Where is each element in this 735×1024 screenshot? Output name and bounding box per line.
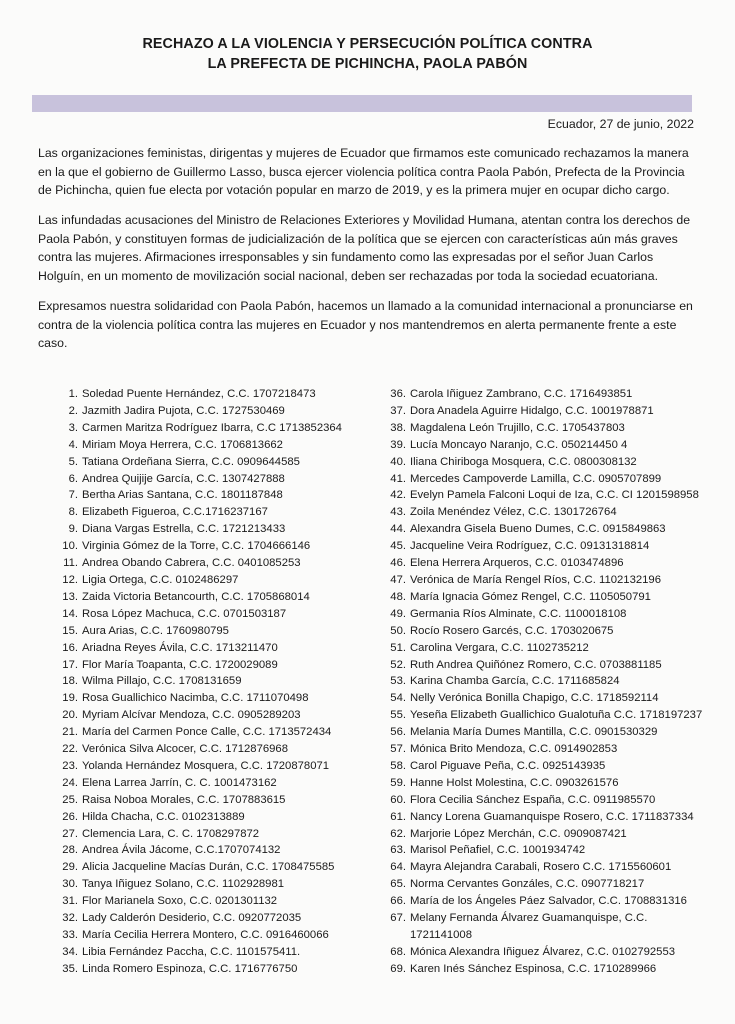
signatory-name: Miriam Moya Herrera, C.C. 1706813662 — [82, 438, 283, 451]
signatory-name: Mónica Brito Mendoza, C.C. 0914902853 — [410, 743, 618, 756]
signatory-name: María del Carmen Ponce Calle, C.C. 1713572434 — [82, 726, 332, 739]
signatory-item — [60, 657, 390, 674]
signatory-item — [388, 437, 718, 454]
signatory-item — [388, 454, 718, 471]
signatory-item — [388, 521, 718, 538]
signatory-item — [60, 640, 390, 657]
signatory-number: 16. — [62, 641, 78, 654]
signatory-name: Alicia Jacqueline Macías Durán, C.C. 1708475585 — [82, 861, 335, 874]
signatory-item — [60, 606, 390, 623]
signatory-number: 3. — [68, 421, 78, 434]
signatory-item — [388, 657, 718, 674]
signatory-name: Bertha Arias Santana, C.C. 1801187848 — [82, 489, 283, 502]
signatory-item — [60, 690, 390, 707]
signatory-name: Andrea Obando Cabrera, C.C. 0401085253 — [82, 557, 301, 570]
signatory-number: 6. — [68, 472, 78, 485]
signatory-number: 11. — [63, 557, 78, 570]
signatory-name: Nelly Verónica Bonilla Chapigo, C.C. 1718592114 — [410, 692, 659, 705]
signatory-name: Verónica Silva Alcocer, C.C. 1712876968 — [82, 743, 288, 756]
paragraph-3 — [38, 297, 702, 353]
signatory-number: 9. — [68, 523, 78, 536]
signatory-name: Aura Arias, C.C. 1760980795 — [82, 624, 229, 637]
signatory-number: 58. — [390, 759, 406, 772]
signatory-name: Zaida Victoria Betancourth, C.C. 1705868014 — [82, 590, 310, 603]
signatory-item — [60, 454, 390, 471]
paragraph-line: Las infundadas acusaciones del Ministro de Relaciones Exteriores y Movilidad Humana, atentan contra los derechos de — [38, 213, 691, 227]
signatory-item — [388, 403, 718, 420]
signatory-number: 64. — [390, 861, 406, 874]
paragraph-line: contra las mujeres. Afirmaciones irresponsables y sin fundamento como las expresadas por el señor Juan Carlos — [38, 250, 654, 264]
signatory-number: 52. — [390, 658, 406, 671]
signatory-number: 22. — [62, 743, 78, 756]
signatory-number: 31. — [62, 895, 78, 908]
signatory-name-continued: 1721141008 — [410, 929, 472, 941]
signatory-number: 25. — [62, 793, 78, 806]
signatory-item — [388, 606, 718, 623]
signatory-number: 44. — [390, 523, 406, 536]
signatory-number: 18. — [62, 675, 78, 688]
signatory-item — [388, 859, 718, 876]
signatory-name: Karina Chamba García, C.C. 1711685824 — [410, 675, 620, 688]
signatory-item — [388, 792, 718, 809]
signatory-item — [388, 471, 718, 488]
signatory-number: 62. — [390, 827, 406, 840]
signatory-name: Elizabeth Figueroa, C.C.1716237167 — [82, 506, 268, 519]
signatory-name: Melania María Dumes Mantilla, C.C. 0901530329 — [410, 726, 658, 739]
signatory-item — [388, 724, 718, 741]
signatory-name: Elena Herrera Arqueros, C.C. 0103474896 — [410, 557, 624, 570]
signatory-number: 46. — [390, 557, 406, 570]
signatory-item — [60, 741, 390, 758]
signatory-number: 26. — [62, 810, 78, 823]
signatory-name: Carola Iñiguez Zambrano, C.C. 1716493851 — [410, 388, 633, 400]
signatory-item — [60, 437, 390, 454]
signatory-item — [388, 741, 718, 758]
signatory-number: 38. — [390, 421, 406, 434]
signatory-name: María Ignacia Gómez Rengel, C.C. 1105050791 — [410, 590, 651, 603]
signatory-number: 23. — [62, 759, 78, 772]
signatory-name: Tatiana Ordeñana Sierra, C.C. 0909644585 — [82, 455, 300, 468]
signatory-item — [388, 640, 718, 657]
signatory-name: Melany Fernanda Álvarez Guamanquispe, C.C. — [410, 912, 648, 925]
signatory-number: 57. — [390, 743, 406, 756]
signatory-number: 40. — [390, 455, 406, 468]
signatory-number: 32. — [62, 912, 78, 925]
signatory-number: 20. — [62, 709, 78, 722]
signatory-item — [60, 487, 390, 504]
signatory-item — [60, 826, 390, 843]
document-title — [0, 34, 735, 74]
signatories-list-left — [60, 386, 390, 978]
paragraph-2 — [38, 211, 702, 285]
signatory-name: Carmen Maritza Rodríguez Ibarra, C.C 1713852364 — [82, 421, 342, 434]
paragraph-line: Expresamos nuestra solidaridad con Paola Pabón, hacemos un llamado a la comunidad internacional a pronunciarse en — [38, 299, 693, 313]
signatory-name: Hanne Holst Molestina, C.C. 0903261576 — [410, 776, 619, 789]
signatory-name: Rosa Guallichico Nacimba, C.C. 1711070498 — [82, 692, 309, 705]
signatory-number: 63. — [390, 844, 406, 857]
signatory-item — [388, 893, 718, 910]
signatory-name: Mayra Alejandra Carabali, Rosero C.C. 1715560601 — [410, 861, 672, 874]
paragraph-line: caso. — [38, 336, 68, 350]
signatory-name: Marisol Peñafiel, C.C. 1001934742 — [410, 844, 586, 857]
signatory-name: Libia Fernández Paccha, C.C. 1101575411. — [82, 945, 301, 958]
signatory-name: María de los Ángeles Páez Salvador, C.C. 1708831316 — [410, 895, 687, 908]
signatory-number: 4. — [68, 438, 78, 451]
signatory-item — [60, 876, 390, 893]
signatory-number: 41. — [390, 472, 406, 485]
title-line-1: RECHAZO A LA VIOLENCIA Y PERSECUCIÓN POLÍTICA CONTRA — [142, 36, 593, 52]
signatory-name: Diana Vargas Estrella, C.C. 1721213433 — [82, 523, 286, 536]
signatory-name: Wilma Pillajo, C.C. 1708131659 — [82, 675, 242, 688]
signatory-name: Rosa López Machuca, C.C. 0701503187 — [82, 607, 287, 620]
signatory-name: Ariadna Reyes Ávila, C.C. 1713211470 — [82, 641, 278, 654]
signatory-number: 50. — [390, 624, 406, 637]
signatory-item — [60, 673, 390, 690]
signatory-number: 45. — [390, 540, 406, 553]
signatory-item — [388, 420, 718, 437]
signatory-item — [388, 707, 718, 724]
signatory-item — [60, 927, 390, 944]
signatory-name: Lady Calderón Desiderio, C.C. 0920772035 — [82, 912, 302, 925]
signatory-item — [388, 487, 718, 504]
signatory-name: Tanya Iñiguez Solano, C.C. 1102928981 — [82, 878, 285, 891]
signatory-name: Alexandra Gisela Bueno Dumes, C.C. 0915849863 — [410, 523, 666, 536]
signatory-item — [60, 589, 390, 606]
signatory-name: Raisa Noboa Morales, C.C. 1707883615 — [82, 793, 286, 806]
signatory-name: Mercedes Campoverde Lamilla, C.C. 0905707899 — [410, 472, 662, 485]
signatory-item — [60, 707, 390, 724]
signatory-item — [60, 758, 390, 775]
signatory-name: Jacqueline Veira Rodríguez, C.C. 09131318814 — [410, 540, 650, 553]
signatory-number: 1. — [68, 388, 78, 400]
signatory-number: 13. — [62, 590, 78, 603]
signatory-name: Ruth Andrea Quiñónez Romero, C.C. 0703881185 — [410, 658, 662, 671]
signatory-number: 49. — [390, 607, 406, 620]
signatory-name: Jazmith Jadira Pujota, C.C. 1727530469 — [82, 404, 285, 417]
signatory-item — [60, 724, 390, 741]
signatory-item — [388, 572, 718, 589]
signatory-name: Clemencia Lara, C. C. 1708297872 — [82, 827, 260, 840]
signatory-item — [388, 944, 718, 961]
signatory-item — [60, 859, 390, 876]
signatory-item — [60, 403, 390, 420]
signatory-item — [60, 538, 390, 555]
signatory-name: Iliana Chiriboga Mosquera, C.C. 0800308132 — [410, 455, 637, 468]
signatory-number: 59. — [390, 776, 406, 789]
signatory-name: Linda Romero Espinoza, C.C. 1716776750 — [82, 962, 298, 975]
document-date: Ecuador, 27 de junio, 2022 — [547, 117, 694, 131]
signatory-name: Carolina Vergara, C.C. 1102735212 — [410, 641, 589, 654]
signatory-item — [388, 673, 718, 690]
signatory-number: 29. — [62, 861, 78, 874]
signatory-name: Carol Piguave Peña, C.C. 0925143935 — [410, 759, 606, 772]
signatory-name: Yeseña Elizabeth Guallichico Gualotuña C.C. 1718197237 — [410, 709, 703, 722]
paragraph-line: en la que el gobierno de Guillermo Lasso, busca ejercer violencia política contra Paola Pabón, Prefecta de la Provincia — [38, 164, 685, 179]
signatory-item — [60, 893, 390, 910]
signatory-number: 15. — [62, 624, 78, 637]
signatory-item — [388, 504, 718, 521]
signatory-number: 56. — [390, 726, 406, 739]
signatory-item — [60, 572, 390, 589]
signatory-number: 60. — [390, 793, 406, 806]
signatory-item — [388, 826, 718, 843]
title-line-2: LA PREFECTA DE PICHINCHA, PAOLA PABÓN — [207, 56, 528, 72]
signatory-item — [60, 471, 390, 488]
signatory-number: 17. — [62, 658, 78, 671]
signatories-list-right — [388, 386, 718, 978]
signatory-number: 10. — [62, 540, 78, 553]
signatory-number: 5. — [68, 455, 78, 468]
signatory-item — [388, 961, 718, 978]
signatory-number: 47. — [390, 573, 406, 586]
signatory-number: 55. — [390, 709, 406, 722]
signatory-name: Marjorie López Merchán, C.C. 0909087421 — [410, 827, 627, 840]
signatory-number: 21. — [62, 726, 78, 739]
signatory-name: Lucía Moncayo Naranjo, C.C. 050214450 4 — [410, 438, 628, 451]
signatory-number: 69. — [390, 962, 406, 975]
signatory-number: 35. — [62, 962, 78, 975]
signatory-name: Virginia Gómez de la Torre, C.C. 1704666146 — [82, 540, 311, 553]
signatory-name: Zoila Menéndez Vélez, C.C. 1301726764 — [410, 506, 617, 519]
signatory-name: Hilda Chacha, C.C. 0102313889 — [82, 810, 245, 823]
signatory-number: 30. — [62, 878, 78, 891]
signatory-number: 42. — [390, 489, 406, 502]
signatory-number: 65. — [390, 878, 406, 891]
signatory-number: 24. — [62, 776, 78, 789]
paragraph-line: contra de la violencia política contra las mujeres en Ecuador y nos mantendremos en alerta permanente frente a este — [38, 317, 677, 332]
signatory-number: 33. — [62, 929, 78, 941]
signatory-number: 48. — [390, 590, 406, 603]
signatory-item — [388, 690, 718, 707]
signatory-name: Yolanda Hernández Mosquera, C.C. 1720878071 — [82, 759, 330, 772]
signatory-number: 68. — [390, 945, 406, 958]
signatory-item — [388, 386, 718, 403]
signatory-number: 67. — [390, 912, 406, 925]
signatory-item — [60, 809, 390, 826]
signatory-number: 27. — [62, 827, 78, 840]
signatory-number: 12. — [62, 573, 78, 586]
signatory-name: Ligia Ortega, C.C. 0102486297 — [82, 573, 239, 586]
signatory-item — [60, 910, 390, 927]
signatory-item — [60, 944, 390, 961]
signatory-name: Karen Inés Sánchez Espinosa, C.C. 1710289966 — [410, 962, 657, 975]
signatory-number: 19. — [62, 692, 78, 705]
signatory-item — [60, 792, 390, 809]
signatory-name: Magdalena León Trujillo, C.C. 1705437803 — [410, 421, 625, 434]
signatory-item — [60, 775, 390, 792]
signatory-item — [388, 809, 718, 826]
signatory-name: Germania Ríos Alminate, C.C. 1100018108 — [410, 607, 627, 620]
signatory-name: Andrea Quijije García, C.C. 1307427888 — [82, 472, 285, 485]
signatory-name: Flora Cecilia Sánchez España, C.C. 0911985570 — [410, 793, 656, 806]
signatory-item — [60, 842, 390, 859]
signatory-name: Mónica Alexandra Iñiguez Álvarez, C.C. 0102792553 — [410, 945, 676, 958]
signatory-name: Verónica de María Rengel Ríos, C.C. 1102132196 — [410, 573, 661, 586]
signatory-item — [388, 775, 718, 792]
signatory-item — [388, 623, 718, 640]
signatory-number: 39. — [390, 438, 406, 451]
signatory-name: Andrea Ávila Jácome, C.C.1707074132 — [82, 844, 281, 857]
signatory-item — [60, 555, 390, 572]
signatory-name: Myriam Alcívar Mendoza, C.C. 0905289203 — [82, 709, 301, 722]
signatory-number: 28. — [62, 844, 78, 857]
signatory-number: 37. — [390, 404, 406, 417]
signatory-item — [60, 420, 390, 437]
signatory-number: 7. — [68, 489, 78, 502]
signatory-item — [388, 758, 718, 775]
signatory-item — [388, 538, 718, 555]
signatory-name: Norma Cervantes Gonzáles, C.C. 0907718217 — [410, 878, 645, 891]
signatory-number: 36. — [390, 388, 406, 400]
signatory-name: Elena Larrea Jarrín, C. C. 1001473162 — [82, 776, 277, 789]
signatory-name: Evelyn Pamela Falconi Loqui de Iza, C.C. CI 1201598958 — [410, 489, 699, 502]
signatory-name: Nancy Lorena Guamanquispe Rosero, C.C. 1711837334 — [410, 810, 694, 823]
signatory-item — [60, 623, 390, 640]
signatory-item — [60, 386, 390, 403]
signatory-number: 8. — [68, 506, 78, 519]
signatory-number: 43. — [390, 506, 406, 519]
paragraph-line: de Pichincha, quien fue electa por votación popular en marzo de 2019, y es la primera mujer en ocupar dicho cargo. — [38, 183, 670, 197]
signatory-item — [388, 910, 718, 944]
signatory-number: 54. — [390, 692, 406, 705]
signatory-number: 51. — [390, 641, 406, 654]
signatory-number: 14. — [62, 607, 78, 620]
paragraph-1 — [38, 144, 702, 200]
signatory-item — [388, 842, 718, 859]
signatory-number: 53. — [390, 675, 406, 688]
signatory-item — [388, 555, 718, 572]
signatory-number: 2. — [68, 404, 78, 417]
title-divider-band — [32, 95, 692, 112]
signatory-number: 34. — [62, 945, 78, 958]
signatory-name: Rocío Rosero Garcés, C.C. 1703020675 — [410, 624, 614, 637]
signatory-number: 66. — [390, 895, 406, 908]
signatory-name: Soledad Puente Hernández, C.C. 1707218473 — [82, 388, 316, 400]
signatory-name: María Cecilia Herrera Montero, C.C. 0916460066 — [82, 929, 329, 941]
signatory-name: Dora Anadela Aguirre Hidalgo, C.C. 1001978871 — [410, 404, 654, 417]
signatory-item — [60, 504, 390, 521]
signatory-item — [60, 961, 390, 978]
paragraph-line: Holguín, en un momento de movilización social nacional, deben ser rechazadas por toda la sociedad ecuatoriana. — [38, 268, 659, 283]
signatory-item — [60, 521, 390, 538]
signatory-name: Flor María Toapanta, C.C. 1720029089 — [82, 658, 278, 671]
signatory-item — [388, 876, 718, 893]
signatory-number: 61. — [390, 810, 406, 823]
paragraph-line: Paola Pabón, y constituyen formas de judicialización de la política que se ejercen con características aún más graves — [38, 231, 678, 246]
signatory-item — [388, 589, 718, 606]
paragraph-line: Las organizaciones feministas, dirigentas y mujeres de Ecuador que firmamos este comunicado rechazamos la manera — [38, 146, 689, 160]
signatory-name: Flor Marianela Soxo, C.C. 0201301132 — [82, 895, 278, 908]
